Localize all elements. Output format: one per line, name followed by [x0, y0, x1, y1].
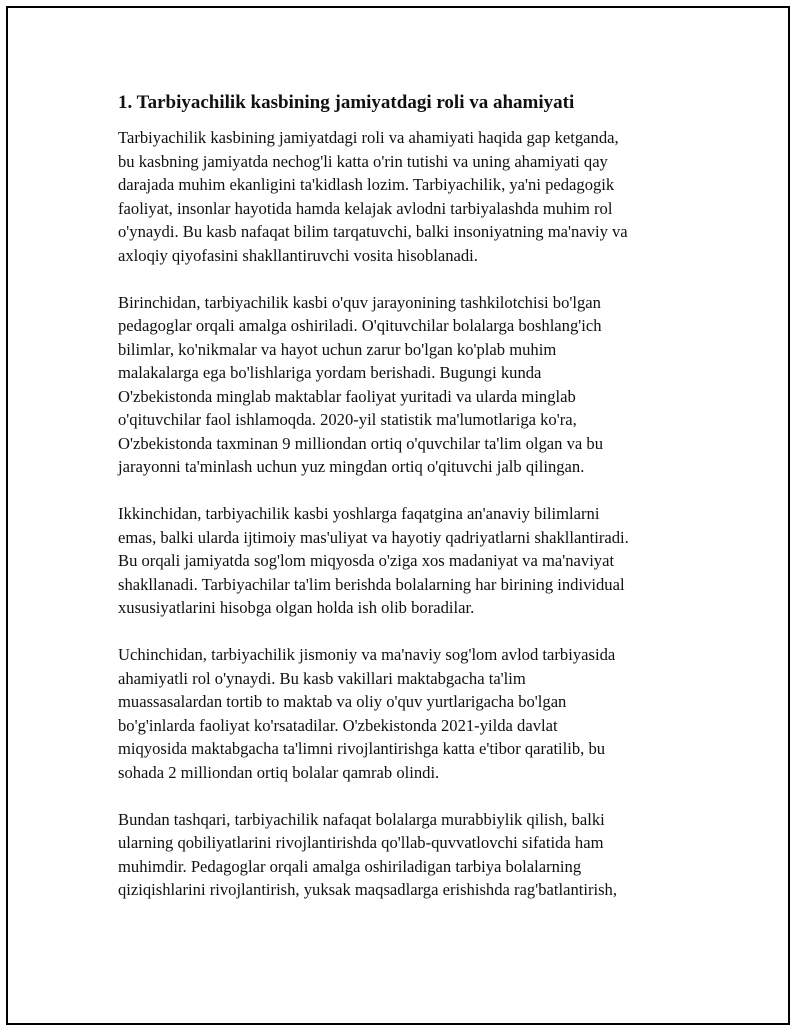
paragraph [118, 126, 688, 267]
paragraph [118, 643, 688, 784]
paragraph [118, 808, 688, 902]
paragraph [118, 291, 688, 479]
paragraph-line: sohada 2 milliondan ortiq bolalar qamrab olindi. [118, 762, 440, 782]
section-heading: 1. Tarbiyachilik kasbining jamiyatdagi roli va ahamiyati [118, 92, 575, 113]
paragraph-line: xususiyatlarini hisobga olgan holda ish olib boradilar. [118, 598, 475, 617]
paragraph-line: faoliyat, insonlar hayotida hamda kelajak avlodni tarbiyalashda muhim rol [118, 198, 613, 218]
paragraph-line: O'zbekistonda minglab maktablar faoliyat yuritadi va ularda minglab [118, 386, 576, 406]
paragraph-line: malakalarga ega bo'lishlariga yordam berishadi. Bugungi kunda [118, 363, 542, 382]
paragraph-line: Ikkinchidan, tarbiyachilik kasbi yoshlarga faqatgina an'anaviy bilimlarni [118, 504, 600, 523]
paragraph-line: o'ynaydi. Bu kasb nafaqat bilim tarqatuvchi, balki insoniyatning ma'naviy va [118, 222, 628, 241]
paragraph-line: Bu orqali jamiyatda sog'lom miqyosda o'ziga xos madaniyat va ma'naviyat [118, 551, 615, 570]
paragraph-line: o'qituvchilar faol ishlamoqda. 2020-yil statistik ma'lumotlariga ko'ra, [118, 410, 577, 429]
paragraph-line: bo'g'inlarda faoliyat ko'rsatadilar. O'zbekistonda 2021-yilda davlat [118, 715, 558, 735]
document-body [118, 90, 688, 925]
paragraph-line: pedagoglar orqali amalga oshiriladi. O'qituvchilar bolalarga boshlang'ich [118, 316, 602, 335]
paragraph-line: miqyosida maktabgacha ta'limni rivojlantirishga katta e'tibor qaratilib, bu [118, 739, 606, 758]
paragraph-line: bilimlar, ko'nikmalar va hayot uchun zarur bo'lgan ko'plab muhim [118, 339, 557, 359]
paragraph-line: darajada muhim ekanligini ta'kidlash lozim. Tarbiyachilik, ya'ni pedagogik [118, 175, 615, 194]
paragraph-line: muhimdir. Pedagoglar orqali amalga oshiriladigan tarbiya bolalarning [118, 856, 582, 876]
paragraph-line: emas, balki ularda ijtimoiy mas'uliyat va hayotiy qadriyatlarni shakllantiradi. [118, 527, 629, 547]
paragraph-line: bu kasbning jamiyatda nechog'li katta o'rin tutishi va uning ahamiyati qay [118, 151, 608, 171]
paragraph-line: Birinchidan, tarbiyachilik kasbi o'quv jarayonining tashkilotchisi bo'lgan [118, 292, 601, 312]
paragraph-line: Bundan tashqari, tarbiyachilik nafaqat bolalarga murabbiylik qilish, balki [118, 809, 605, 829]
paragraph-line: ahamiyatli rol o'ynaydi. Bu kasb vakillari maktabgacha ta'lim [118, 668, 526, 688]
paragraph [118, 502, 688, 620]
paragraphs-container [118, 126, 688, 902]
paragraph-line: Uchinchidan, tarbiyachilik jismoniy va ma'naviy sog'lom avlod tarbiyasida [118, 645, 616, 664]
paragraph-line: qiziqishlarini rivojlantirish, yuksak maqsadlarga erishishda rag'batlantirish, [118, 880, 618, 899]
paragraph-line: O'zbekistonda taxminan 9 milliondan ortiq o'quvchilar ta'lim olgan va bu [118, 433, 604, 453]
paragraph-line: axloqiy qiyofasini shakllantiruvchi vosita hisoblanadi. [118, 245, 478, 265]
paragraph-line: shakllanadi. Tarbiyachilar ta'lim berishda bolalarning har birining individual [118, 574, 625, 594]
paragraph-line: Tarbiyachilik kasbining jamiyatdagi roli va ahamiyati haqida gap ketganda, [118, 128, 619, 147]
paragraph-line: ularning qobiliyatlarini rivojlantirishda qo'llab-quvvatlovchi sifatida ham [118, 833, 604, 852]
paragraph-line: muassasalardan tortib to maktab va oliy o'quv yurtlarigacha bo'lgan [118, 692, 567, 711]
paragraph-line: jarayonni ta'minlash uchun yuz mingdan ortiq o'qituvchi jalb qilingan. [118, 457, 585, 476]
